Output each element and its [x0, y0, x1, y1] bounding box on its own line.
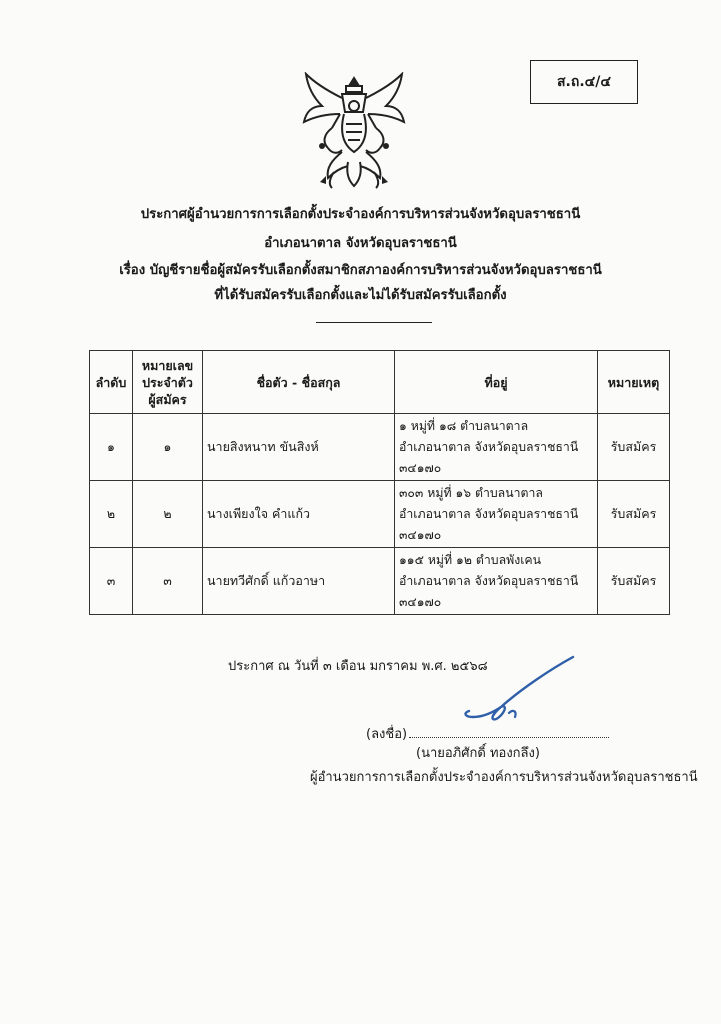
heading-line-4: ที่ได้รับสมัครรับเลือกตั้งและไม่ได้รับสมัครรับเลือกตั้ง	[214, 288, 507, 303]
signer-title: ผู้อำนวยการการเลือกตั้งประจำองค์การบริหารส่วนจังหวัดอุบลราชธานี	[310, 770, 698, 785]
row-order: ๓	[90, 548, 133, 615]
table-header-row	[90, 351, 670, 414]
address-line-3: ๓๔๑๗๐	[399, 527, 442, 542]
address-line-1: ๑ หมู่ที่ ๑๘ ตำบลนาตาล	[399, 418, 529, 433]
row-address	[395, 548, 598, 615]
address-line-3: ๓๔๑๗๐	[399, 594, 442, 609]
row-remark: รับสมัคร	[598, 548, 670, 615]
signature-line	[366, 723, 609, 744]
row-candidate-number: ๑	[133, 414, 203, 481]
signature-label: (ลงชื่อ)	[366, 727, 408, 742]
row-remark: รับสมัคร	[598, 481, 670, 548]
heading-line-3: เรื่อง บัญชีรายชื่อผู้สมัครรับเลือกตั้งสมาชิกสภาองค์การบริหารส่วนจังหวัดอุบลราชธานี	[119, 263, 602, 278]
row-name: นายสิงหนาท ขันสิงห์	[203, 414, 395, 481]
signer-name: (นายอภิศักดิ์ ทองกลึง)	[416, 746, 540, 761]
address-line-1: ๑๑๕ หมู่ที่ ๑๒ ตำบลพังเคน	[399, 552, 542, 567]
address-line-2: อำเภอนาตาล จังหวัดอุบลราชธานี	[399, 506, 579, 521]
row-order: ๒	[90, 481, 133, 548]
row-name: นายทวีศักดิ์ แก้วอาษา	[203, 548, 395, 615]
header-candidate-number	[133, 351, 203, 414]
address-line-2: อำเภอนาตาล จังหวัดอุบลราชธานี	[399, 439, 579, 454]
row-remark: รับสมัคร	[598, 414, 670, 481]
heading-line-1: ประกาศผู้อำนวยการการเลือกตั้งประจำองค์การบริหารส่วนจังหวัดอุบลราชธานี	[140, 207, 581, 222]
address-line-1: ๓๐๓ หมู่ที่ ๑๖ ตำบลนาตาล	[399, 485, 543, 500]
handwritten-signature	[455, 655, 575, 730]
heading-line-2: อำเภอนาตาล จังหวัดอุบลราชธานี	[264, 236, 457, 251]
candidate-table	[89, 350, 670, 615]
row-name: นางเพียงใจ คำแก้ว	[203, 481, 395, 548]
row-order: ๑	[90, 414, 133, 481]
table-row	[90, 481, 670, 548]
header-number-line-2: ประจำตัว	[142, 374, 193, 390]
address-line-2: อำเภอนาตาล จังหวัดอุบลราชธานี	[399, 573, 579, 588]
form-code-box	[530, 60, 638, 104]
header-address: ที่อยู่	[395, 351, 598, 414]
announcement-date: ประกาศ ณ วันที่ ๓ เดือน มกราคม พ.ศ. ๒๕๖๘	[228, 659, 488, 674]
header-order: ลำดับ	[90, 351, 133, 414]
header-name: ชื่อตัว - ชื่อสกุล	[203, 351, 395, 414]
address-line-3: ๓๔๑๗๐	[399, 460, 442, 475]
garuda-emblem-icon	[302, 72, 406, 192]
row-candidate-number: ๓	[133, 548, 203, 615]
header-number-line-1: หมายเลข	[141, 357, 194, 373]
table-row	[90, 548, 670, 615]
row-address	[395, 414, 598, 481]
table-row	[90, 414, 670, 481]
row-address	[395, 481, 598, 548]
header-remark: หมายเหตุ	[598, 351, 670, 414]
header-number-line-3: ผู้สมัคร	[148, 391, 187, 407]
form-code: ส.ถ.๔/๔	[557, 74, 611, 90]
row-candidate-number: ๒	[133, 481, 203, 548]
heading-divider	[316, 322, 432, 323]
signature-dotted-line	[409, 736, 609, 738]
